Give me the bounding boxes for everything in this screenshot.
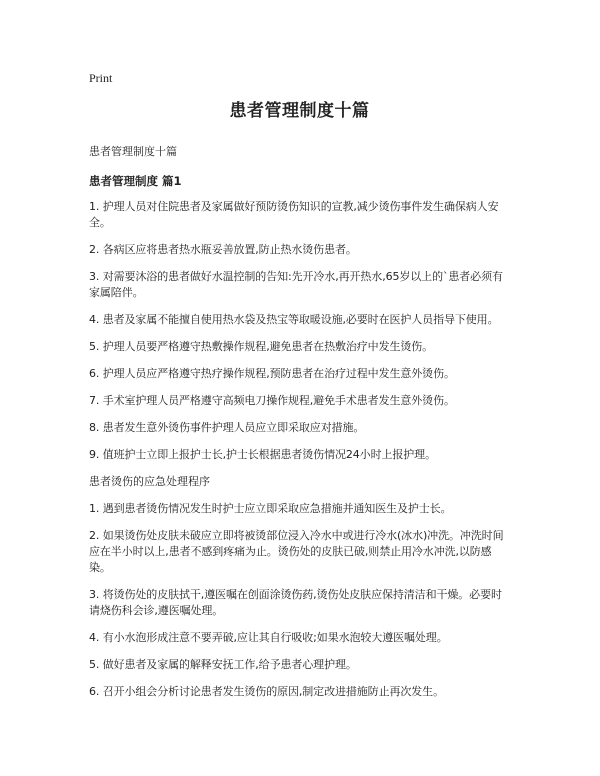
document-subtitle: 患者管理制度十篇 <box>89 145 177 158</box>
list-item: 1. 遇到患者烫伤情况发生时护士应立即采取应急措施并通知医生及护士长。 <box>89 502 452 515</box>
document-title: 患者管理制度十篇 <box>229 101 370 121</box>
list-item: 7. 手术室护理人员严格遵守高频电刀操作规程,避免手术患者发生意外烫伤。 <box>89 394 455 407</box>
list-item: 5. 做好患者及家属的解释安抚工作,给予患者心理护理。 <box>89 658 357 671</box>
list-item: 8. 患者发生意外烫伤事件护理人员应立即采取应对措施。 <box>89 421 365 434</box>
print-link[interactable]: Print <box>89 71 113 85</box>
list-item: 6. 护理人员应严格遵守热疗操作规程,预防患者在治疗过程中发生意外烫伤。 <box>89 367 455 380</box>
list-item: 9. 值班护士立即上报护士长,护士长根据患者烫伤情况24小时上报护理。 <box>89 448 436 461</box>
list-item: 1. 护理人员对住院患者及家属做好预防烫伤知识的宣教,减少烫伤事件发生确保病人安全。 <box>89 200 499 229</box>
section-heading-2: 患者烫伤的应急处理程序 <box>89 475 210 488</box>
list-item: 4. 有小水泡形成注意不要弄破,应让其自行吸收;如果水泡较大遵医嘱处理。 <box>89 631 448 644</box>
list-item: 2. 各病区应将患者热水瓶妥善放置,防止热水烫伤患者。 <box>89 243 357 256</box>
list-item: 3. 将烫伤处的皮肤拭干,遵医嘱在创面涂烫伤药,烫伤处皮肤应保持清洁和干燥。必要时请烧伤科会诊,遵医嘱处理。 <box>89 588 502 617</box>
list-item: 6. 召开小组会分析讨论患者发生烫伤的原因,制定改进措施防止再次发生。 <box>89 685 444 698</box>
list-item: 3. 对需要沐浴的患者做好水温控制的告知:先开冷水,再开热水,65岁以上的`患者必须有家属陪伴。 <box>89 270 503 299</box>
list-item: 5. 护理人员要严格遵守热敷操作规程,避免患者在热敷治疗中发生烫伤。 <box>89 340 434 353</box>
list-item: 4. 患者及家属不能擅自使用热水袋及热宝等取暖设施,必要时在医护人员指导下使用。 <box>89 313 499 326</box>
list-item: 2. 如果烫伤处皮肤未破应立即将被烫部位浸入冷水中或进行冷水(冰水)冲洗。冲洗时间应在半小时以上,患者不感到疼痛为止。烫伤处的皮肤已破,则禁止用冷水冲洗,以防感染。 <box>89 529 504 574</box>
section-heading-1: 患者管理制度 篇1 <box>89 174 182 188</box>
